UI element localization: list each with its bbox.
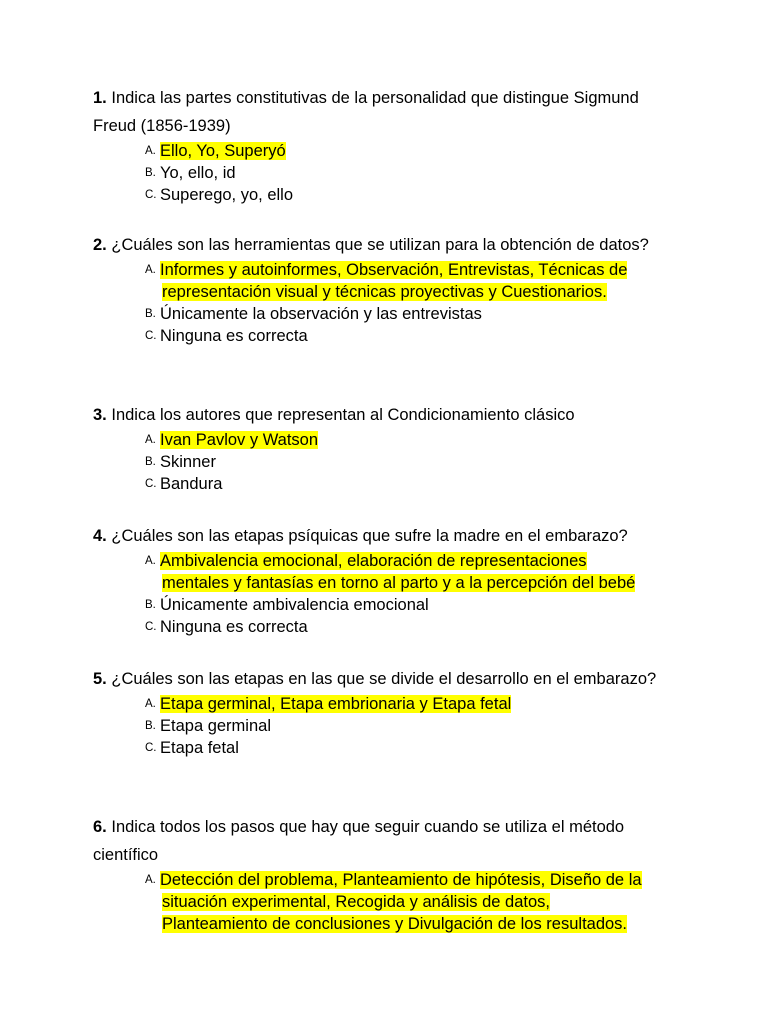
option-c (93, 616, 683, 638)
option-text: Ivan Pavlov y Watson (160, 431, 319, 449)
option-text-line-1: Informes y autoinformes, Observación, Entrevistas, Técnicas de (160, 261, 628, 279)
option-list (93, 140, 683, 206)
question-number: 3. (93, 406, 107, 424)
option-list (93, 693, 683, 759)
option-text: Ello, Yo, Superyó (160, 142, 286, 160)
question-text (93, 522, 683, 550)
option-b (93, 303, 683, 325)
option-letter: B. (145, 599, 156, 611)
question-5 (93, 665, 683, 759)
option-letter: C. (145, 621, 157, 633)
option-letter: A. (145, 434, 156, 446)
question-prompt: ¿Cuáles son las etapas psíquicas que sufre la madre en el embarazo? (111, 527, 628, 545)
question-2 (93, 231, 683, 347)
question-text (93, 231, 683, 259)
option-c (93, 325, 683, 347)
option-letter: A. (145, 264, 156, 276)
option-text: Bandura (160, 475, 223, 493)
option-b (93, 715, 683, 737)
option-a (93, 140, 683, 162)
option-text: Yo, ello, id (160, 164, 236, 182)
option-c (93, 473, 683, 495)
option-text-line-1: Detección del problema, Planteamiento de hipótesis, Diseño de la (160, 871, 642, 889)
option-letter: C. (145, 742, 157, 754)
option-list (93, 550, 683, 638)
question-text (93, 813, 683, 869)
option-a (93, 550, 683, 594)
option-text: Ninguna es correcta (160, 618, 308, 636)
option-b (93, 162, 683, 184)
option-text-line-1: Ambivalencia emocional, elaboración de representaciones (160, 552, 587, 570)
question-number: 5. (93, 670, 107, 688)
question-text (93, 401, 683, 429)
option-letter: A. (145, 555, 156, 567)
option-letter: B. (145, 456, 156, 468)
option-b (93, 451, 683, 473)
option-a (93, 259, 683, 303)
option-text: Ninguna es correcta (160, 327, 308, 345)
option-text-line-2: situación experimental, Recogida y análisis de datos, (162, 893, 550, 911)
question-3 (93, 401, 683, 495)
question-text (93, 665, 683, 693)
option-text-line-2: representación visual y técnicas proyectivas y Cuestionarios. (162, 283, 607, 301)
option-list (93, 429, 683, 495)
option-text: Únicamente ambivalencia emocional (160, 596, 429, 614)
option-text: Etapa germinal (160, 717, 271, 735)
option-letter: B. (145, 167, 156, 179)
option-a (93, 429, 683, 451)
option-letter: A. (145, 145, 156, 157)
option-c (93, 184, 683, 206)
question-6 (93, 813, 683, 935)
question-number: 4. (93, 527, 107, 545)
option-text: Skinner (160, 453, 216, 471)
question-prompt: Indica todos los pasos que hay que seguir cuando se utiliza el método científico (93, 818, 625, 864)
option-letter: A. (145, 698, 156, 710)
option-text: Etapa germinal, Etapa embrionaria y Etapa fetal (160, 695, 512, 713)
option-letter: B. (145, 308, 156, 320)
option-text-line-2: mentales y fantasías en torno al parto y a la percepción del bebé (162, 574, 636, 592)
option-text: Etapa fetal (160, 739, 239, 757)
option-c (93, 737, 683, 759)
question-4 (93, 522, 683, 638)
option-letter: C. (145, 189, 157, 201)
question-number: 6. (93, 818, 107, 836)
option-text-line-3: Planteamiento de conclusiones y Divulgación de los resultados. (162, 915, 628, 933)
question-number: 1. (93, 89, 107, 107)
option-a (93, 869, 683, 935)
question-prompt: Indica los autores que representan al Condicionamiento clásico (111, 406, 575, 424)
question-prompt: ¿Cuáles son las herramientas que se utilizan para la obtención de datos? (111, 236, 649, 254)
option-letter: B. (145, 720, 156, 732)
option-b (93, 594, 683, 616)
option-letter: C. (145, 330, 157, 342)
question-prompt: ¿Cuáles son las etapas en las que se divide el desarrollo en el embarazo? (111, 670, 657, 688)
option-text: Únicamente la observación y las entrevistas (160, 305, 482, 323)
option-list (93, 259, 683, 347)
option-letter: A. (145, 874, 156, 886)
option-list (93, 869, 683, 935)
option-a (93, 693, 683, 715)
option-letter: C. (145, 478, 157, 490)
question-prompt: Indica las partes constitutivas de la personalidad que distingue Sigmund Freud (1856-1939) (93, 89, 639, 135)
question-text (93, 84, 683, 140)
question-number: 2. (93, 236, 107, 254)
option-text: Superego, yo, ello (160, 186, 294, 204)
question-1 (93, 84, 683, 206)
